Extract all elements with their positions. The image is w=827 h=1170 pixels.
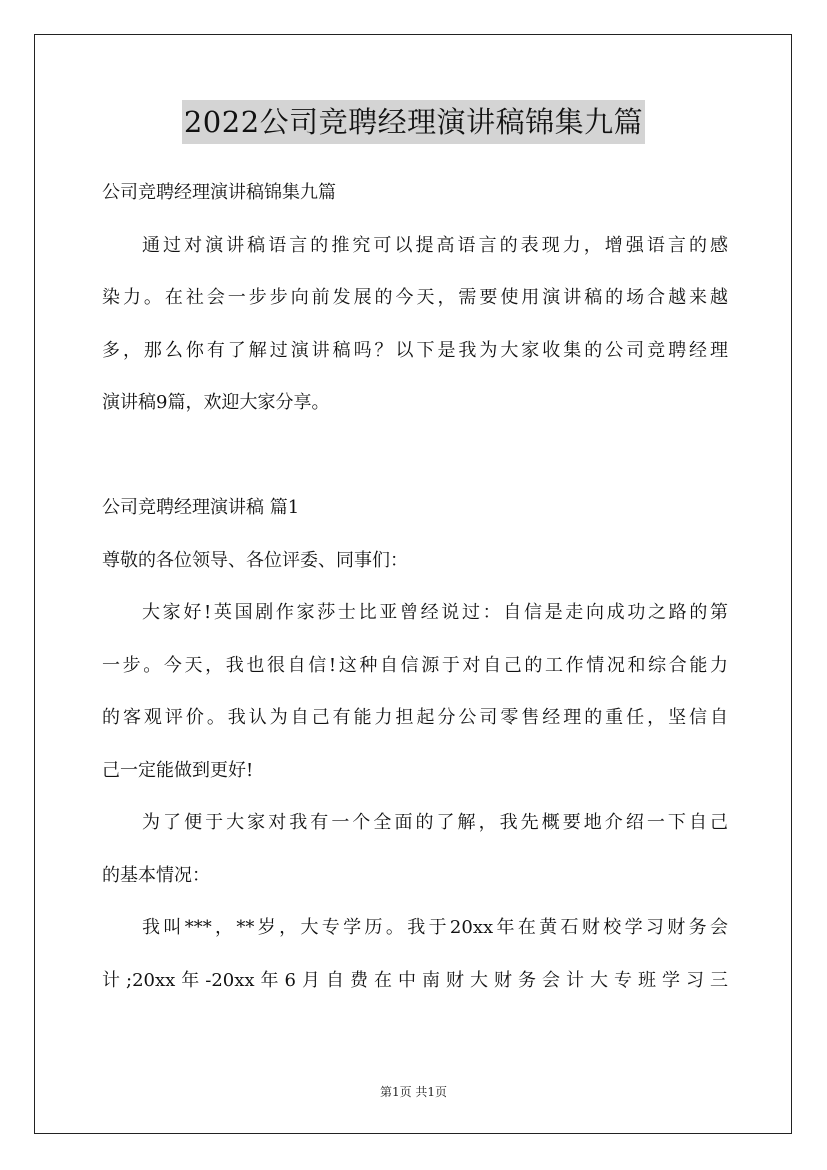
para2-line: 为了便于大家对我有一个全面的了解，我先概要地介绍一下自己 [142, 812, 728, 833]
para3-line: 计;20xx年-20xx年6月自费在中南财大财务会计大专班学习三 [102, 969, 728, 991]
title-wrap [0, 100, 827, 144]
intro-line: 染力。在社会一步步向前发展的今天，需要使用演讲稿的场合越来越 [102, 287, 728, 308]
salutation: 尊敬的各位领导、各位评委、同事们： [102, 549, 408, 571]
page-number: 第1页 共1页 [379, 1085, 448, 1099]
blank-line [102, 436, 728, 489]
para2-line: 的基本情况： [102, 864, 210, 886]
intro-line: 多，那么你有了解过演讲稿吗？以下是我为大家收集的公司竞聘经理 [102, 339, 728, 361]
document-title: 2022公司竞聘经理演讲稿锦集九篇 [182, 100, 645, 144]
section-heading: 公司竞聘经理演讲稿 篇1 [102, 497, 300, 518]
para1-line: 己一定能做到更好! [102, 759, 254, 781]
intro-line: 演讲稿9篇，欢迎大家分享。 [102, 392, 330, 413]
subtitle: 公司竞聘经理演讲稿锦集九篇 [102, 182, 336, 203]
para1-line: 大家好!英国剧作家莎士比亚曾经说过：自信是走向成功之路的第 [142, 602, 728, 623]
page-footer [0, 1083, 827, 1100]
para1-line: 一步。今天，我也很自信!这种自信源于对自己的工作情况和综合能力 [102, 654, 728, 676]
intro-line: 通过对演讲稿语言的推究可以提高语言的表现力，增强语言的感 [142, 234, 728, 256]
para3-line: 我叫***，**岁，大专学历。我于20xx年在黄石财校学习财务会 [142, 917, 728, 938]
para1-line: 的客观评价。我认为自己有能力担起分公司零售经理的重任，坚信自 [102, 707, 728, 728]
document-body [102, 173, 728, 1013]
